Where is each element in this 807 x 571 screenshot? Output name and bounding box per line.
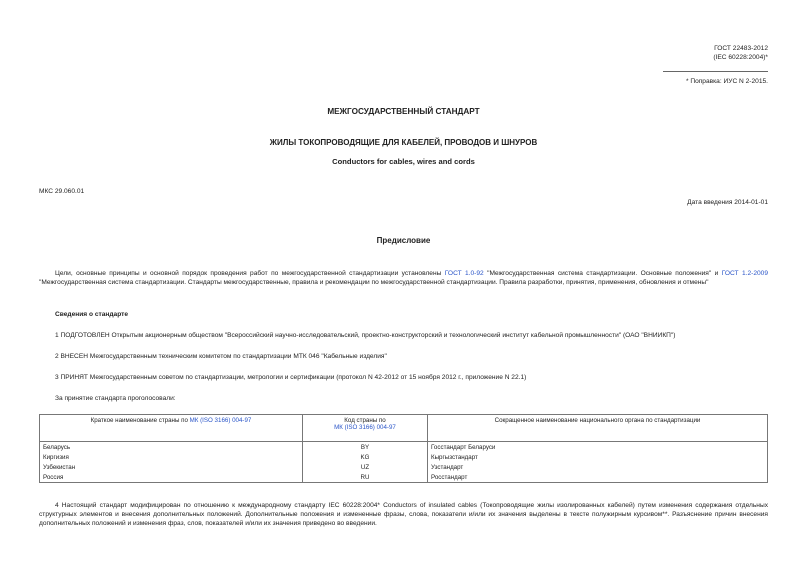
column-header-code-text: Код страны по <box>344 417 386 424</box>
column-header-code <box>303 415 428 442</box>
standards-body-cell: Госстандарт Беларуси <box>428 442 768 453</box>
gost-number: ГОСТ 22483-2012 <box>714 45 768 52</box>
table-row <box>40 472 768 483</box>
table-row <box>40 442 768 453</box>
column-header-country-text: Краткое наименование страны по <box>90 417 190 424</box>
code-cell: BY <box>303 442 428 453</box>
country-cell: Узбекистан <box>40 462 303 472</box>
code-cell: UZ <box>303 462 428 472</box>
interstate-standard-heading: МЕЖГОСУДАРСТВЕННЫЙ СТАНДАРТ <box>327 107 480 116</box>
info-item-3: 3 ПРИНЯТ Межгосударственным советом по стандартизации, метрологии и сертификации (протокол N 42-2012 от 15 ноября 2012 г., приложение N 22.1) <box>55 374 527 381</box>
code-cell: RU <box>303 472 428 483</box>
info-item-4: 4 Настоящий стандарт модифицирован по отношению к международному стандарту IEC 60228:2004* Conductors of insulated cables (Токопроводящие жилы изолированных кабелей) путем изменения содержания отдельных структурных элементов и внесения дополнительных положений. Дополнительные положения и измененные фразы, слова, показатели и/или их значения выделены в тексте полужирным курсивом**. Разъяснение причин внесения дополнительных положений и изменения фраз, слов, показателей и/или их значения приведено во введении. <box>39 502 768 527</box>
introduction-date: Дата введения 2014-01-01 <box>687 199 768 206</box>
voting-countries-table <box>39 414 768 483</box>
table-row <box>40 462 768 472</box>
table-header-row <box>40 415 768 442</box>
document-title-ru: ЖИЛЫ ТОКОПРОВОДЯЩИЕ ДЛЯ КАБЕЛЕЙ, ПРОВОДОВ И ШНУРОВ <box>269 138 538 147</box>
preface-text-c: "Межгосударственная система стандартизации. Стандарты межгосударственные, правила и рекомендации по межгосударственной стандартизации. Правила разработки, принятия, применения, обновления и отмены" <box>39 279 709 286</box>
table-row <box>40 452 768 462</box>
column-header-body: Сокращенное наименование национального органа по стандартизации <box>428 415 768 442</box>
code-cell: KG <box>303 452 428 462</box>
document-header <box>668 44 768 62</box>
country-cell: Киргизия <box>40 452 303 462</box>
info-item-1: 1 ПОДГОТОВЛЕН Открытым акционерным обществом "Всероссийский научно-исследовательский, проектно-конструкторский и технологический институт кабельной промышленности" (ОАО "ВНИИКП") <box>55 332 676 339</box>
mk-iso-3166-link[interactable]: МК (ISO 3166) 004-97 <box>189 417 252 424</box>
standard-info-heading: Сведения о стандарте <box>55 311 129 318</box>
mks-code: МКС 29.060.01 <box>39 188 85 195</box>
document-title-en: Conductors for cables, wires and cords <box>332 157 475 166</box>
mk-iso-3166-code-link[interactable]: МК (ISO 3166) 004-97 <box>334 424 396 431</box>
preface-heading: Предисловие <box>376 236 431 245</box>
gost-1-2-2009-link[interactable]: ГОСТ 1.2-2009 <box>721 270 768 277</box>
country-cell: Беларусь <box>40 442 303 453</box>
amendment-note: * Поправка: ИУС N 2-2015. <box>685 78 768 85</box>
country-cell: Россия <box>40 472 303 483</box>
preface-text-b: "Межгосударственная система стандартизации. Основные положения" и <box>483 270 722 277</box>
info-item-2: 2 ВНЕСЕН Межгосударственным техническим комитетом по стандартизации МТК 046 "Кабельные изделия" <box>55 353 387 360</box>
standards-body-cell: Росстандарт <box>428 472 768 483</box>
standards-body-cell: Кыргызстандарт <box>428 452 768 462</box>
header-divider <box>663 71 768 72</box>
preface-text-a: Цели, основные принципы и основной порядок проведения работ по межгосударственной стандартизации установлены <box>55 270 445 277</box>
iec-reference: (IEC 60228:2004)* <box>713 54 768 61</box>
standards-body-cell: Узстандарт <box>428 462 768 472</box>
preface-paragraph-1 <box>39 269 768 287</box>
column-header-country <box>40 415 303 442</box>
gost-1-0-92-link[interactable]: ГОСТ 1.0-92 <box>444 270 484 277</box>
voted-caption: За принятие стандарта проголосовали: <box>55 395 176 402</box>
